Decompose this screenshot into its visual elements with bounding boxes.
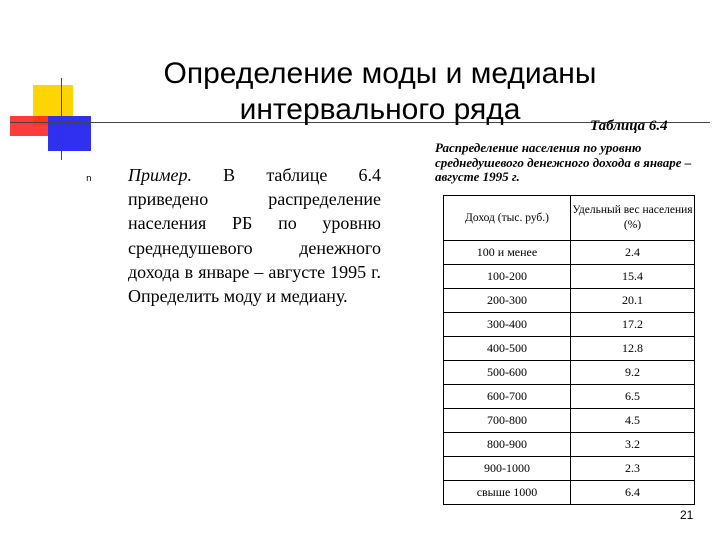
table-row: [444, 457, 695, 481]
income-cell: 100-200: [444, 265, 571, 289]
slide-title-line1: Определение моды и медианы: [163, 57, 597, 90]
income-cell: 500-600: [444, 361, 571, 385]
income-cell: 600-700: [444, 385, 571, 409]
bullet-icon: n: [86, 174, 92, 184]
table-title: Распределение населения по уровню среднедушевого денежного дохода в январе – августе 1995 г.: [435, 140, 692, 184]
table-label: Таблица 6.4: [590, 118, 668, 134]
page-number: 21: [680, 508, 694, 522]
share-cell: 2.4: [571, 241, 695, 265]
income-cell: 300-400: [444, 313, 571, 337]
table-row: [444, 265, 695, 289]
income-cell: 700-800: [444, 409, 571, 433]
example-text: [128, 163, 381, 308]
header-share: Удельный вес населения (%): [571, 196, 695, 241]
slide-title-line2: интервального ряда: [239, 93, 521, 126]
table-row: [444, 481, 695, 505]
share-cell: 15.4: [571, 265, 695, 289]
share-cell: 6.4: [571, 481, 695, 505]
table-row: [444, 337, 695, 361]
header-income: Доход (тыс. руб.): [444, 196, 571, 241]
income-cell: 400-500: [444, 337, 571, 361]
table-header-row: [444, 196, 695, 241]
share-cell: 2.3: [571, 457, 695, 481]
share-cell: 3.2: [571, 433, 695, 457]
share-cell: 20.1: [571, 289, 695, 313]
table-row: [444, 289, 695, 313]
income-cell: 800-900: [444, 433, 571, 457]
income-cell: 200-300: [444, 289, 571, 313]
table-body: [444, 241, 695, 505]
share-cell: 17.2: [571, 313, 695, 337]
table-row: [444, 433, 695, 457]
income-cell: свыше 1000: [444, 481, 571, 505]
example-body: В таблице 6.4 приведено распределение населения РБ по уровню среднедушевого денежного дохода в январе – августе 1995 г. Определить моду и медиану.: [128, 165, 381, 307]
income-cell: 900-1000: [444, 457, 571, 481]
table-row: [444, 241, 695, 265]
example-label: Пример.: [128, 165, 192, 185]
share-cell: 12.8: [571, 337, 695, 361]
share-cell: 6.5: [571, 385, 695, 409]
table-row: [444, 385, 695, 409]
decor-vertical-rule: [61, 78, 62, 160]
income-distribution-table: [443, 195, 695, 505]
table-row: [444, 313, 695, 337]
income-cell: 100 и менее: [444, 241, 571, 265]
slide-title: [120, 56, 640, 128]
share-cell: 9.2: [571, 361, 695, 385]
table-row: [444, 409, 695, 433]
table-row: [444, 361, 695, 385]
share-cell: 4.5: [571, 409, 695, 433]
